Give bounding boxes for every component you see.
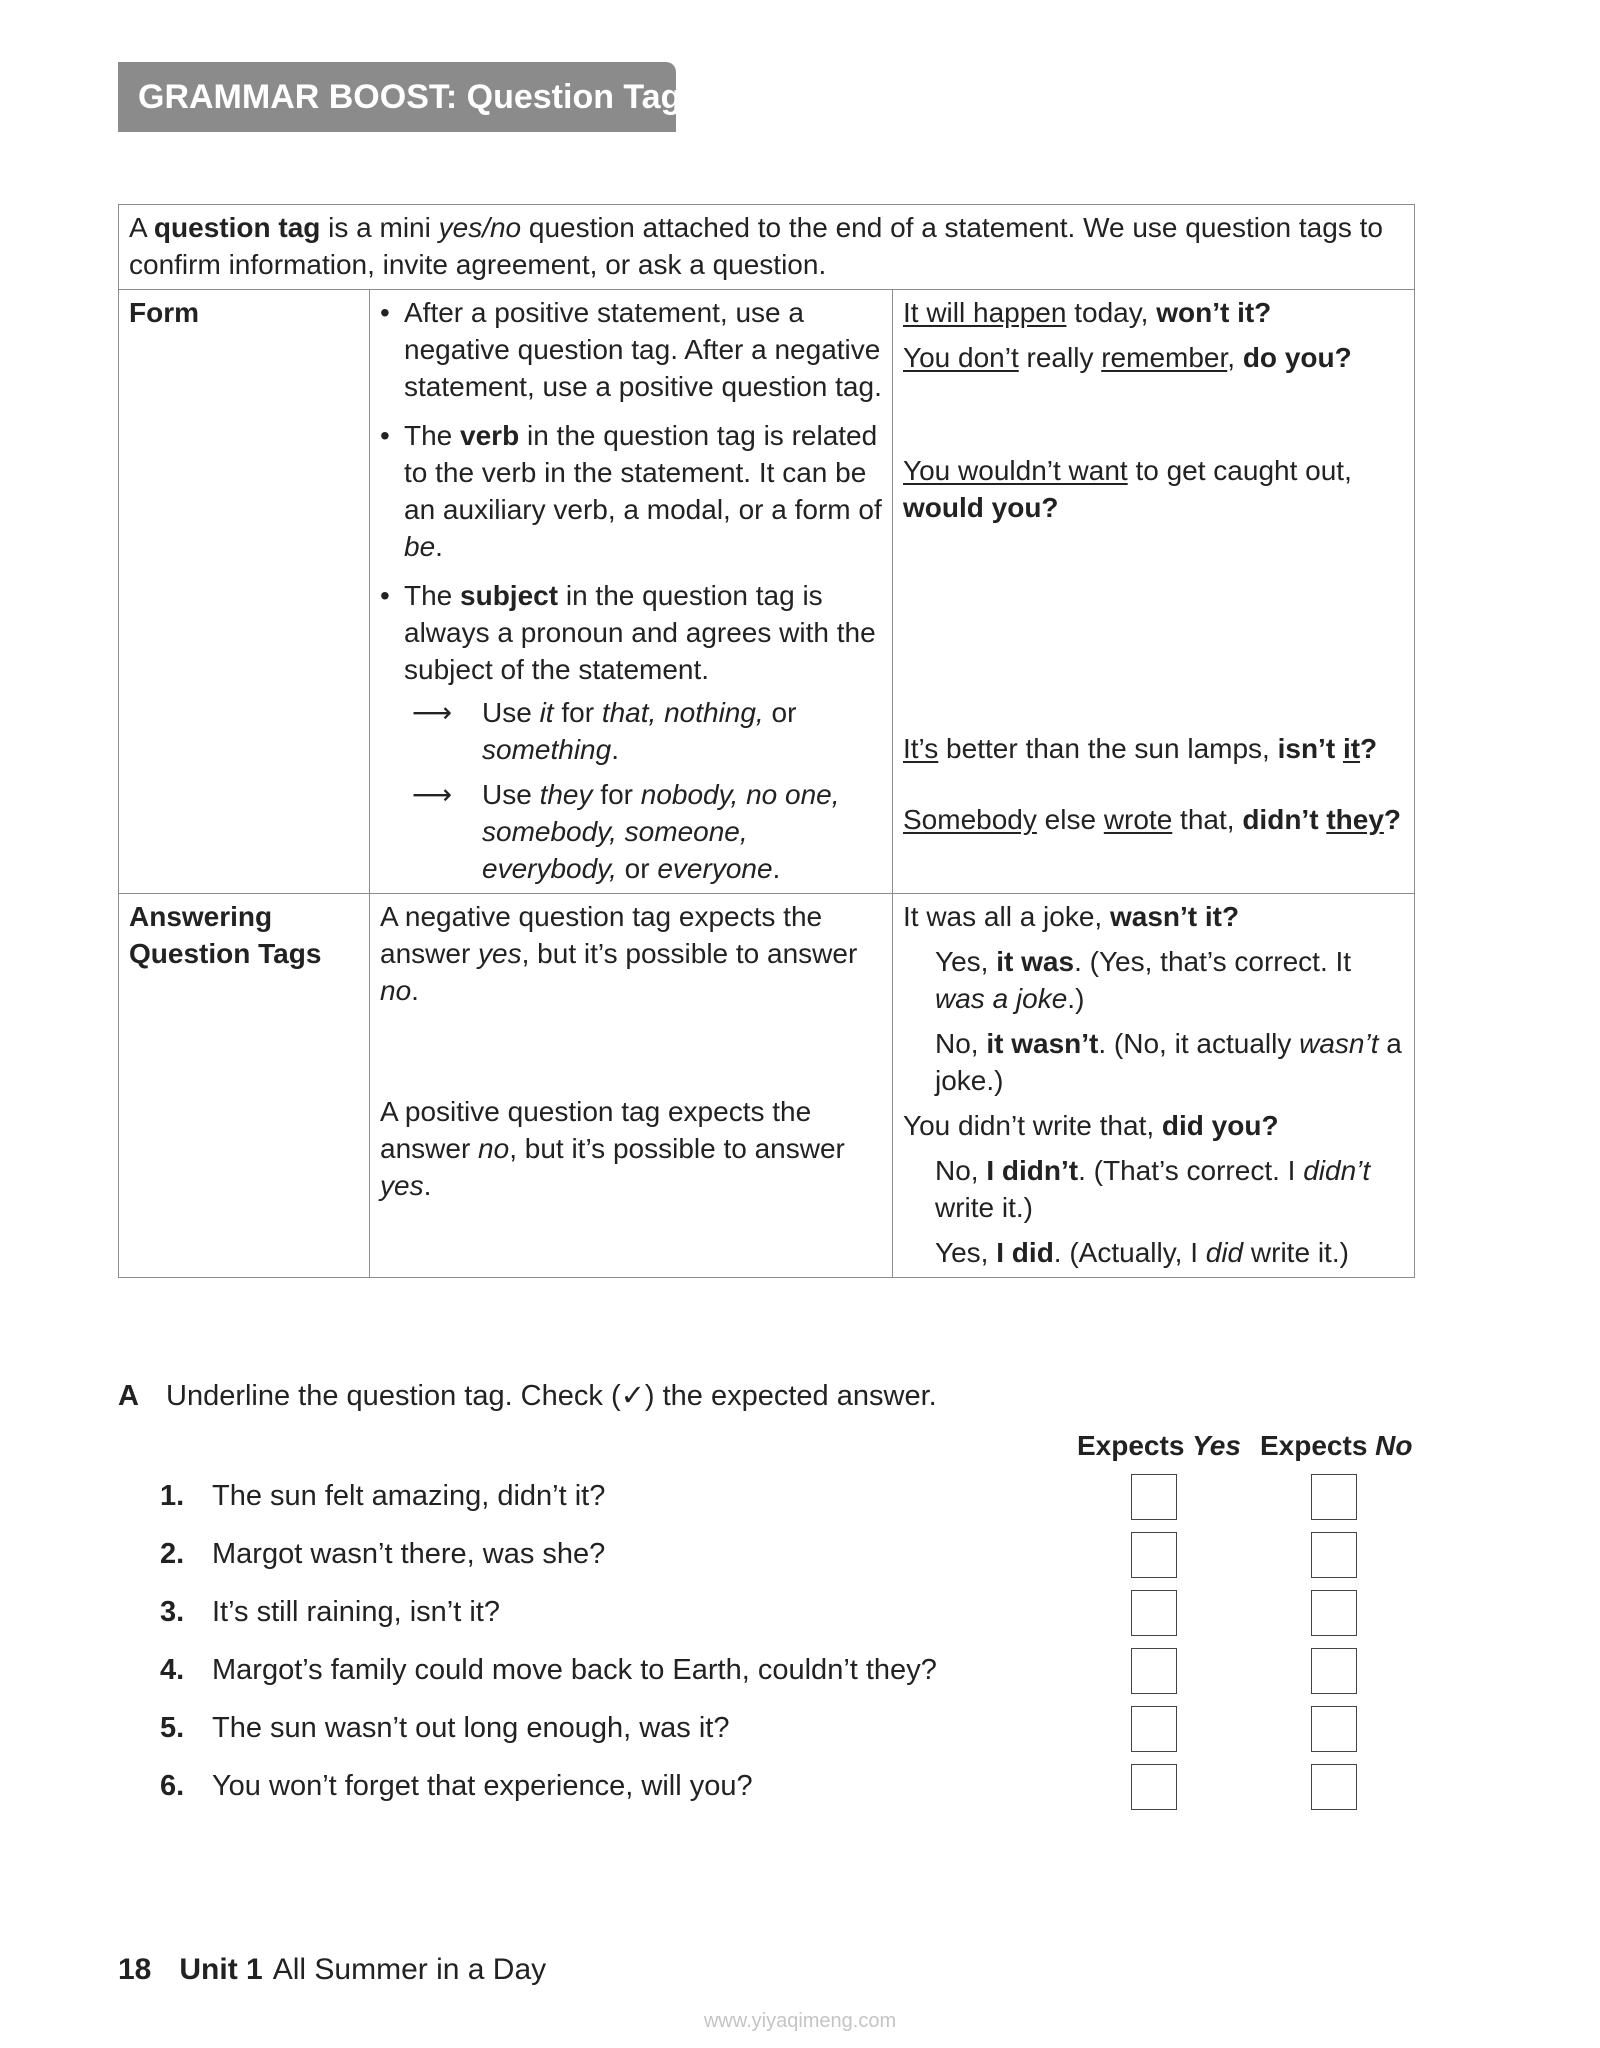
unit-title: All Summer in a Day: [272, 1953, 547, 1986]
example-3: You wouldn’t want to get caught out, would you?: [903, 455, 1352, 523]
answering-examples-cell: [893, 894, 1415, 1278]
exercise-instruction: A Underline the question tag. Check (✓) the expected answer.: [118, 1376, 937, 1416]
exercise-item-2: 2. Margot wasn’t there, was she?: [160, 1538, 606, 1570]
checkbox-yes-6[interactable]: [1131, 1764, 1177, 1810]
intro-cell: A question tag is a mini yes/no question attached to the end of a statement. We use question tags to confirm information, invite agreement, or ask a question.: [119, 205, 1415, 290]
checkbox-no-5[interactable]: [1311, 1706, 1357, 1752]
rule-bullet-2: • The verb in the question tag is related to the verb in the statement. It can be an auxiliary verb, a modal, or a form of be.: [380, 417, 882, 565]
term-question-tag: question tag: [153, 212, 321, 243]
form-label: Form: [129, 297, 199, 328]
arrow-icon: ⟶: [412, 697, 453, 728]
grammar-table: [118, 204, 1415, 1278]
example-4: It’s better than the sun lamps, isn’t it?: [903, 733, 1378, 764]
answer-example-1: It was all a joke, wasn’t it?: [903, 901, 1240, 932]
watermark: www.yiyaqimeng.com: [703, 2010, 897, 2032]
rule-bullet-1: • After a positive statement, use a negative question tag. After a negative statement, use a positive question tag.: [380, 294, 882, 405]
answer-4: Yes, I did. (Actually, I did write it.): [935, 1237, 1349, 1268]
example-2: You don’t really remember, do you?: [903, 342, 1352, 373]
checkbox-yes-3[interactable]: [1131, 1590, 1177, 1636]
checkbox-no-3[interactable]: [1311, 1590, 1357, 1636]
exercise-item-3: 3. It’s still raining, isn’t it?: [160, 1596, 500, 1628]
page-footer: [118, 1950, 546, 1990]
answer-1: Yes, it was. (Yes, that’s correct. It was a joke.): [935, 946, 1352, 1014]
form-label-cell: [119, 290, 370, 894]
banner-title: GRAMMAR BOOST: Question Tags: [138, 78, 701, 116]
rule-sub-it: ⟶ Use it for that, nothing, or something.: [380, 694, 882, 768]
answering-rules-cell: [370, 894, 893, 1278]
negative-tag-rule: A negative question tag expects the answer yes, but it’s possible to answer no.: [380, 901, 858, 1006]
example-5: Somebody else wrote that, didn’t they?: [903, 804, 1401, 835]
checkbox-no-2[interactable]: [1311, 1532, 1357, 1578]
exercise-item-6: 6. You won’t forget that experience, will you?: [160, 1770, 753, 1802]
checkbox-no-6[interactable]: [1311, 1764, 1357, 1810]
exercise-item-4: 4. Margot’s family could move back to Earth, couldn’t they?: [160, 1654, 937, 1686]
form-rules-cell: [370, 290, 893, 894]
arrow-icon: ⟶: [412, 779, 453, 810]
exercise-item-5: 5. The sun wasn’t out long enough, was it?: [160, 1712, 730, 1744]
rule-sub-they: ⟶ Use they for nobody, no one, somebody, someone, everybody, or everyone.: [380, 776, 882, 887]
checkbox-yes-2[interactable]: [1131, 1532, 1177, 1578]
form-examples-cell: [893, 290, 1415, 894]
column-header-no: Expects No: [1260, 1430, 1413, 1461]
answering-label: Answering Question Tags: [129, 901, 322, 969]
checkbox-no-1[interactable]: [1311, 1474, 1357, 1520]
section-banner: [118, 62, 701, 132]
example-1: It will happen today, won’t it?: [903, 297, 1272, 328]
rule-bullet-3: • The subject in the question tag is always a pronoun and agrees with the subject of the statement.: [380, 577, 882, 688]
positive-tag-rule: A positive question tag expects the answer no, but it’s possible to answer yes.: [380, 1096, 845, 1201]
checkbox-yes-4[interactable]: [1131, 1648, 1177, 1694]
answer-example-2: You didn’t write that, did you?: [903, 1110, 1279, 1141]
page-number: 18: [118, 1953, 152, 1986]
checkbox-no-4[interactable]: [1311, 1648, 1357, 1694]
column-header-yes: Expects Yes: [1077, 1430, 1241, 1461]
answering-label-cell: [119, 894, 370, 1278]
exercise-letter: A: [118, 1380, 139, 1412]
checkbox-yes-1[interactable]: [1131, 1474, 1177, 1520]
answer-3: No, I didn’t. (That’s correct. I didn’t write it.): [935, 1155, 1371, 1223]
checkbox-yes-5[interactable]: [1131, 1706, 1177, 1752]
exercise-item-1: 1. The sun felt amazing, didn’t it?: [160, 1480, 606, 1512]
answer-2: No, it wasn’t. (No, it actually wasn’t a joke.): [935, 1028, 1402, 1096]
unit-label: Unit 1: [179, 1953, 263, 1986]
